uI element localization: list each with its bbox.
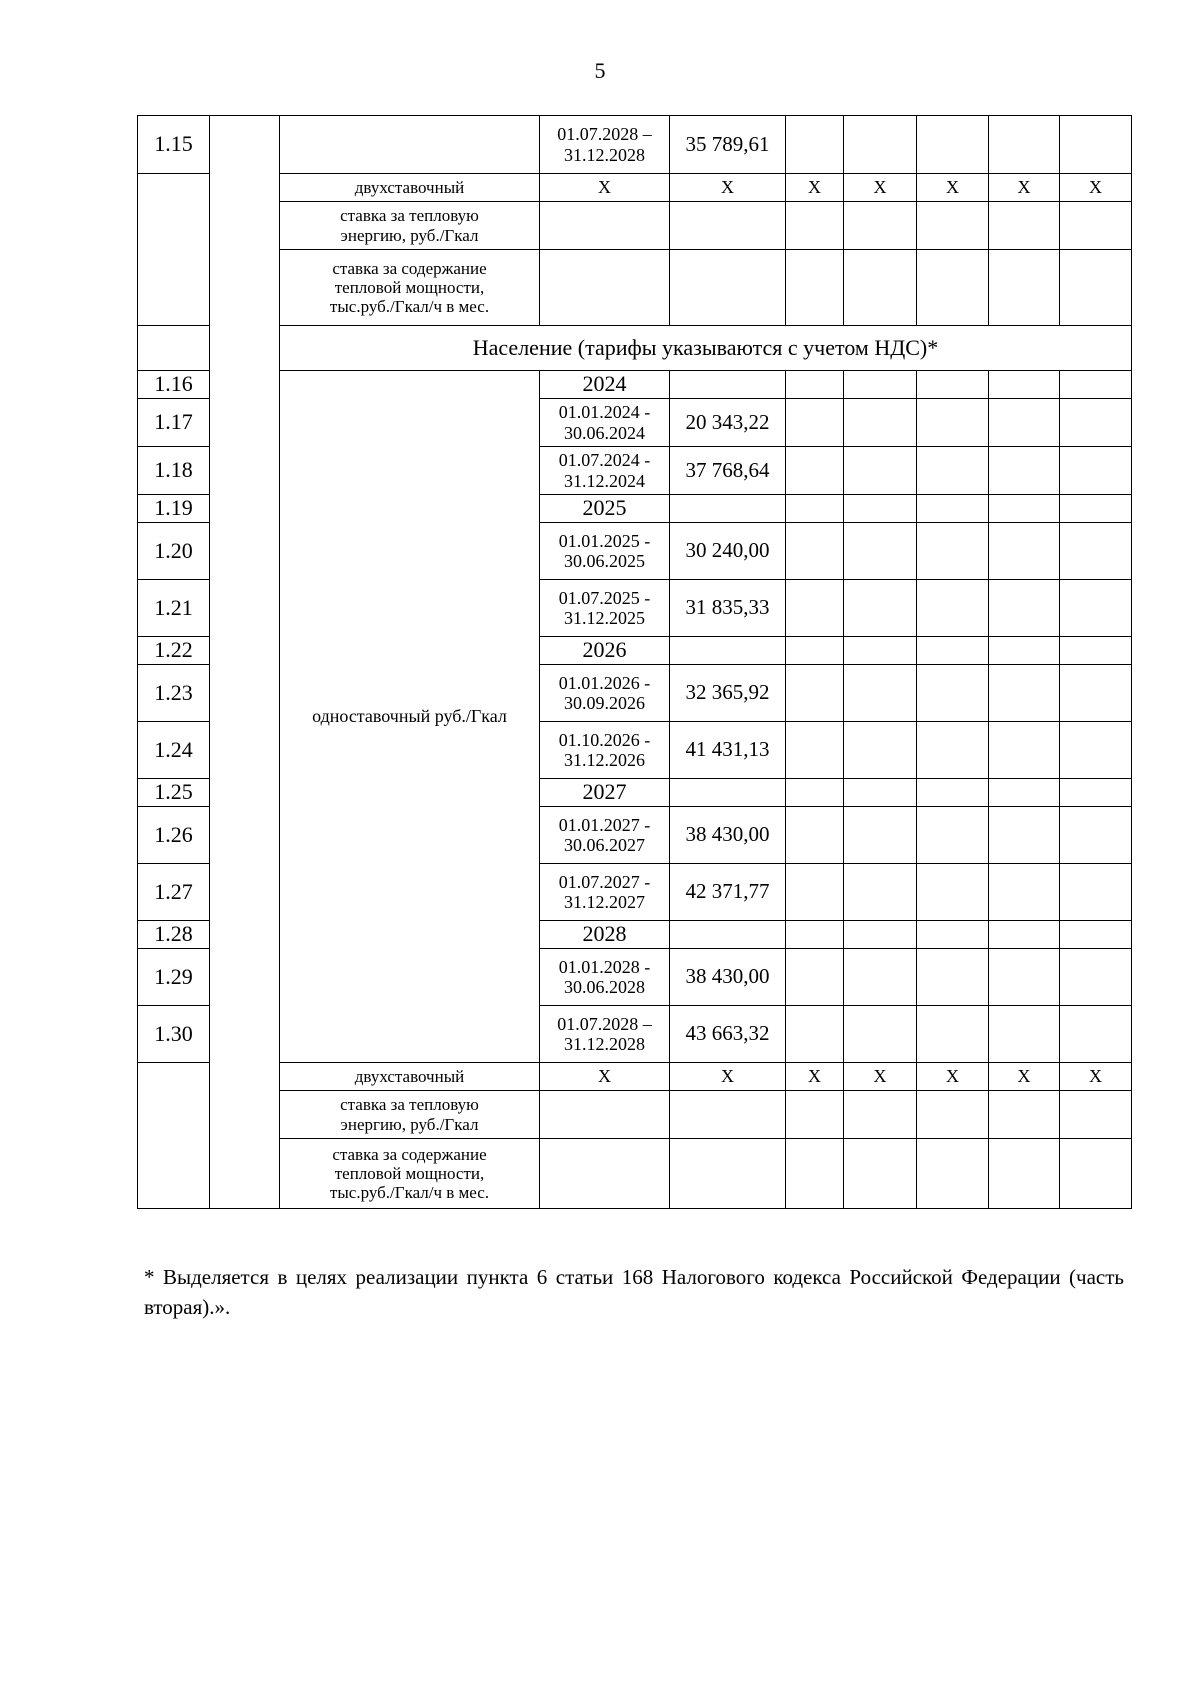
- empty-cell: [989, 1006, 1060, 1063]
- x-mark: X: [844, 174, 917, 202]
- empty-cell: [670, 250, 786, 326]
- empty-cell: [786, 447, 844, 495]
- empty-cell: [786, 523, 844, 580]
- period-cell: 01.07.2024 - 31.12.2024: [540, 447, 670, 495]
- period-cell: 01.01.2028 - 30.06.2028: [540, 949, 670, 1006]
- empty-cell: [917, 921, 989, 949]
- empty-cell: [989, 722, 1060, 779]
- section-title: Население (тарифы указываются с учетом НДС)*: [280, 326, 1132, 371]
- heat-capacity-rate-label: ставка за содержание тепловой мощности, тыс.руб./Гкал/ч в мес.: [280, 250, 540, 326]
- empty-cell: [540, 202, 670, 250]
- empty-cell: [786, 779, 844, 807]
- empty-cell: [1060, 250, 1132, 326]
- tariff-value: 37 768,64: [670, 447, 786, 495]
- empty-cell: [844, 637, 917, 665]
- table-row: [138, 1063, 1132, 1091]
- empty-cell: [844, 921, 917, 949]
- x-mark: X: [989, 1063, 1060, 1091]
- x-mark: X: [786, 1063, 844, 1091]
- empty-cell: [844, 580, 917, 637]
- period-cell: 01.07.2028 – 31.12.2028: [540, 116, 670, 174]
- empty-cell: [989, 116, 1060, 174]
- page-number: 5: [594, 58, 606, 83]
- table-row: [138, 174, 1132, 202]
- period-cell: 01.10.2026 - 31.12.2026: [540, 722, 670, 779]
- empty-cell: [844, 1006, 917, 1063]
- empty-cell: [1060, 722, 1132, 779]
- row-number: 1.15: [138, 116, 210, 174]
- row-number: 1.20: [138, 523, 210, 580]
- empty-cell: [844, 779, 917, 807]
- empty-cell: [786, 580, 844, 637]
- empty-cell: [670, 1091, 786, 1139]
- empty-cell: [786, 807, 844, 864]
- empty-cell: [786, 722, 844, 779]
- empty-cell: [844, 864, 917, 921]
- tariff-value: 35 789,61: [670, 116, 786, 174]
- empty-cell: [786, 1006, 844, 1063]
- empty-cell: [786, 495, 844, 523]
- empty-cell: [917, 447, 989, 495]
- empty-cell: [917, 807, 989, 864]
- empty-cell: [989, 399, 1060, 447]
- empty-cell: [844, 807, 917, 864]
- table-row: [138, 1091, 1132, 1139]
- period-cell: 01.01.2027 - 30.06.2027: [540, 807, 670, 864]
- period-cell: 01.01.2024 - 30.06.2024: [540, 399, 670, 447]
- empty-cell: [917, 495, 989, 523]
- empty-cell: [1060, 495, 1132, 523]
- empty-cell: [917, 523, 989, 580]
- row-number: 1.22: [138, 637, 210, 665]
- empty-cell: [1060, 949, 1132, 1006]
- table-row: [138, 202, 1132, 250]
- x-mark: X: [540, 174, 670, 202]
- empty-cell: [1060, 637, 1132, 665]
- table-row: [138, 250, 1132, 326]
- empty-cell: [917, 779, 989, 807]
- empty-cell: [989, 580, 1060, 637]
- empty-cell: [917, 1091, 989, 1139]
- empty-cell: [1060, 807, 1132, 864]
- row-number: 1.21: [138, 580, 210, 637]
- empty-cell: [1060, 1091, 1132, 1139]
- empty-cell: [917, 116, 989, 174]
- year-cell: 2028: [540, 921, 670, 949]
- row-number: 1.27: [138, 864, 210, 921]
- empty-cell: [1060, 665, 1132, 722]
- heat-energy-rate-label: ставка за тепловую энергию, руб./Гкал: [280, 202, 540, 250]
- empty-cell: [786, 371, 844, 399]
- empty-cell: [1060, 447, 1132, 495]
- empty-cell: [989, 250, 1060, 326]
- row-number: 1.18: [138, 447, 210, 495]
- row-number: [138, 326, 210, 371]
- period-cell: 01.07.2025 - 31.12.2025: [540, 580, 670, 637]
- period-cell: 01.01.2025 - 30.06.2025: [540, 523, 670, 580]
- empty-cell: [917, 371, 989, 399]
- table-row: [138, 116, 1132, 174]
- row-number: 1.28: [138, 921, 210, 949]
- heat-capacity-rate-label: ставка за содержание тепловой мощности, тыс.руб./Гкал/ч в мес.: [280, 1139, 540, 1209]
- empty-cell: [844, 523, 917, 580]
- tariff-value: 38 430,00: [670, 949, 786, 1006]
- empty-cell: [670, 779, 786, 807]
- empty-cell: [989, 779, 1060, 807]
- heat-energy-rate-label: ставка за тепловую энергию, руб./Гкал: [280, 1091, 540, 1139]
- empty-cell: [917, 722, 989, 779]
- empty-cell: [989, 807, 1060, 864]
- row-number: 1.17: [138, 399, 210, 447]
- empty-cell: [917, 1139, 989, 1209]
- empty-cell: [670, 495, 786, 523]
- empty-cell: [989, 523, 1060, 580]
- tariff-table: [137, 115, 1132, 1209]
- empty-cell: [844, 116, 917, 174]
- empty-cell: [1060, 779, 1132, 807]
- empty-cell: [844, 1091, 917, 1139]
- empty-cell: [917, 250, 989, 326]
- empty-cell: [786, 949, 844, 1006]
- x-mark: X: [1060, 1063, 1132, 1091]
- row-number: 1.23: [138, 665, 210, 722]
- tariff-value: 32 365,92: [670, 665, 786, 722]
- empty-cell: [786, 637, 844, 665]
- empty-cell: [989, 202, 1060, 250]
- row-number: 1.19: [138, 495, 210, 523]
- empty-cell: [786, 1139, 844, 1209]
- two-rate-label: двухставочный: [280, 1063, 540, 1091]
- row-number: [138, 174, 210, 326]
- empty-cell: [844, 495, 917, 523]
- two-rate-label: двухставочный: [280, 174, 540, 202]
- empty-cell: [1060, 921, 1132, 949]
- section-row: [138, 326, 1132, 371]
- empty-cell: [1060, 399, 1132, 447]
- empty-cell: [786, 665, 844, 722]
- empty-cell: [989, 1139, 1060, 1209]
- empty-cell: [989, 447, 1060, 495]
- empty-cell: [917, 637, 989, 665]
- empty-cell: [540, 250, 670, 326]
- empty-cell: [844, 371, 917, 399]
- empty-cell: [917, 949, 989, 1006]
- one-rate-label: одноставочный руб./Гкал: [280, 371, 540, 1063]
- empty-cell: [989, 864, 1060, 921]
- row-number: 1.30: [138, 1006, 210, 1063]
- empty-cell: [786, 1091, 844, 1139]
- x-mark: X: [786, 174, 844, 202]
- empty-cell: [540, 1139, 670, 1209]
- tariff-value: 41 431,13: [670, 722, 786, 779]
- empty-cell: [844, 447, 917, 495]
- empty-cell: [670, 202, 786, 250]
- row-number: 1.26: [138, 807, 210, 864]
- empty-cell: [844, 1139, 917, 1209]
- period-cell: 01.07.2028 – 31.12.2028: [540, 1006, 670, 1063]
- empty-cell: [844, 665, 917, 722]
- period-cell: 01.07.2027 - 31.12.2027: [540, 864, 670, 921]
- empty-cell: [989, 495, 1060, 523]
- empty-cell: [989, 1091, 1060, 1139]
- empty-cell: [1060, 116, 1132, 174]
- empty-cell: [989, 637, 1060, 665]
- empty-cell: [1060, 371, 1132, 399]
- empty-cell: [670, 921, 786, 949]
- footnote: * Выделяется в целях реализации пункта 6 статьи 168 Налогового кодекса Российской Федерации (часть вторая).».: [144, 1265, 1124, 1320]
- empty-cell: [1060, 1006, 1132, 1063]
- tariff-value: 43 663,32: [670, 1006, 786, 1063]
- empty-cell: [989, 921, 1060, 949]
- empty-cell: [844, 250, 917, 326]
- empty-cell: [844, 722, 917, 779]
- row-number: 1.25: [138, 779, 210, 807]
- merged-column-cell: [210, 116, 280, 1209]
- empty-cell: [786, 202, 844, 250]
- empty-cell: [1060, 864, 1132, 921]
- x-mark: X: [540, 1063, 670, 1091]
- empty-cell: [670, 371, 786, 399]
- tariff-value: 38 430,00: [670, 807, 786, 864]
- empty-cell: [786, 921, 844, 949]
- empty-cell: [670, 637, 786, 665]
- x-mark: X: [1060, 174, 1132, 202]
- empty-cell: [1060, 523, 1132, 580]
- tariff-value: 20 343,22: [670, 399, 786, 447]
- x-mark: X: [670, 1063, 786, 1091]
- tariff-value: 30 240,00: [670, 523, 786, 580]
- empty-cell: [670, 1139, 786, 1209]
- row-number: 1.29: [138, 949, 210, 1006]
- row-number: 1.16: [138, 371, 210, 399]
- empty-cell: [786, 250, 844, 326]
- year-cell: 2025: [540, 495, 670, 523]
- empty-cell: [1060, 580, 1132, 637]
- year-cell: 2024: [540, 371, 670, 399]
- empty-cell: [1060, 202, 1132, 250]
- x-mark: X: [844, 1063, 917, 1091]
- empty-cell: [917, 1006, 989, 1063]
- empty-cell: [989, 371, 1060, 399]
- row-number: 1.24: [138, 722, 210, 779]
- empty-cell: [786, 864, 844, 921]
- row-number: [138, 1063, 210, 1209]
- table-row: [138, 371, 1132, 399]
- period-cell: 01.01.2026 - 30.09.2026: [540, 665, 670, 722]
- empty-cell: [540, 1091, 670, 1139]
- year-cell: 2027: [540, 779, 670, 807]
- empty-cell: [844, 399, 917, 447]
- x-mark: X: [989, 174, 1060, 202]
- year-cell: 2026: [540, 637, 670, 665]
- empty-cell: [917, 202, 989, 250]
- empty-cell: [917, 580, 989, 637]
- empty-cell: [280, 116, 540, 174]
- x-mark: X: [670, 174, 786, 202]
- x-mark: X: [917, 1063, 989, 1091]
- tariff-value: 31 835,33: [670, 580, 786, 637]
- empty-cell: [917, 665, 989, 722]
- empty-cell: [1060, 1139, 1132, 1209]
- empty-cell: [786, 116, 844, 174]
- x-mark: X: [917, 174, 989, 202]
- table-row: [138, 1139, 1132, 1209]
- empty-cell: [989, 665, 1060, 722]
- empty-cell: [989, 949, 1060, 1006]
- empty-cell: [917, 864, 989, 921]
- empty-cell: [844, 202, 917, 250]
- empty-cell: [786, 399, 844, 447]
- empty-cell: [917, 399, 989, 447]
- empty-cell: [844, 949, 917, 1006]
- tariff-value: 42 371,77: [670, 864, 786, 921]
